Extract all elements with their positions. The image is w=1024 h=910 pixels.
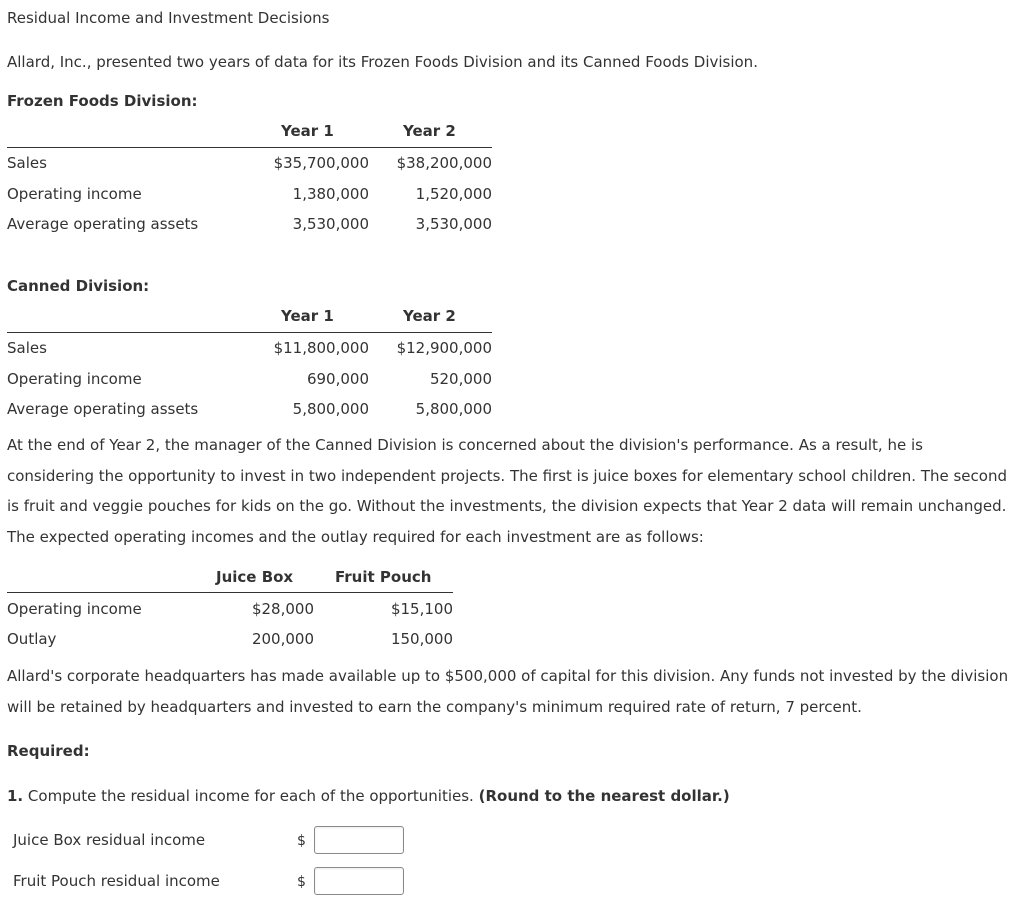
- canned-heading: Canned Division:: [7, 277, 150, 295]
- question-note: (Round to the nearest dollar.): [478, 787, 730, 805]
- canned-row-year1: $11,800,000: [273, 339, 369, 357]
- frozen-row-year2: $38,200,000: [396, 154, 492, 172]
- question: [7, 786, 730, 806]
- projects-row-juice-box: 200,000: [251, 630, 314, 648]
- answer-label: Juice Box residual income: [13, 831, 206, 849]
- scenario-paragraph: At the end of Year 2, the manager of the Canned Division is concerned about the division's performance. As a result, he is considering the opportunity to invest in two independent projects. The first is juice boxes for elementary school children. The second is fruit and veggie pouches for kids on the go. Without the investments, the division expects that Year 2 data will remain unchanged. The expected operating incomes and the outlay required for each investment are as follows:: [7, 436, 1007, 546]
- currency-symbol: $: [297, 833, 306, 849]
- frozen-row-label: Operating income: [7, 185, 142, 203]
- intro-text: Allard, Inc., presented two years of data for its Frozen Foods Division and its Canned Foods Division.: [7, 53, 758, 71]
- projects-row-label: Operating income: [7, 600, 142, 618]
- frozen-row-year1: 1,380,000: [292, 185, 369, 203]
- projects-col-fruit-pouch: Fruit Pouch: [335, 568, 432, 586]
- question-number: 1.: [7, 787, 24, 805]
- frozen-col-year1: Year 1: [281, 122, 334, 140]
- projects-row-fruit-pouch: $15,100: [390, 600, 453, 618]
- canned-col-year1: Year 1: [281, 307, 334, 325]
- projects-row-fruit-pouch: 150,000: [390, 630, 453, 648]
- frozen-row-label: Sales: [7, 154, 47, 172]
- canned-row-year1: 5,800,000: [292, 400, 369, 418]
- projects-row-juice-box: $28,000: [251, 600, 314, 618]
- projects-header-rule: [7, 592, 453, 593]
- canned-row-year2: 5,800,000: [415, 400, 492, 418]
- canned-row-label: Sales: [7, 339, 47, 357]
- projects-col-juice-box: Juice Box: [216, 568, 294, 586]
- frozen-row-label: Average operating assets: [7, 215, 199, 233]
- frozen-row-year1: 3,530,000: [292, 215, 369, 233]
- capital-note: Allard's corporate headquarters has made available up to $500,000 of capital for this division. Any funds not invested by the division will be retained by headquarters and invested to earn the company's minimum required rate of return, 7 percent.: [7, 667, 1009, 716]
- canned-row-label: Operating income: [7, 370, 142, 388]
- canned-header-rule: [7, 332, 492, 333]
- canned-row-year1: 690,000: [306, 370, 369, 388]
- canned-col-year2: Year 2: [403, 307, 456, 325]
- frozen-row-year2: 1,520,000: [415, 185, 492, 203]
- canned-row-year2: $12,900,000: [396, 339, 492, 357]
- projects-row-label: Outlay: [7, 630, 57, 648]
- fruit-pouch-residual-income-input[interactable]: [314, 867, 404, 895]
- canned-row-year2: 520,000: [429, 370, 492, 388]
- currency-symbol: $: [297, 874, 306, 890]
- required-label: Required:: [7, 742, 90, 760]
- answer-label: Fruit Pouch residual income: [13, 872, 220, 890]
- frozen-row-year1: $35,700,000: [273, 154, 369, 172]
- frozen-header-rule: [7, 147, 492, 148]
- juice-box-residual-income-input[interactable]: [314, 826, 404, 854]
- question-text: Compute the residual income for each of the opportunities.: [27, 787, 474, 805]
- frozen-col-year2: Year 2: [403, 122, 456, 140]
- canned-row-label: Average operating assets: [7, 400, 199, 418]
- frozen-row-year2: 3,530,000: [415, 215, 492, 233]
- page-title: Residual Income and Investment Decisions: [7, 9, 330, 27]
- frozen-heading: Frozen Foods Division:: [7, 92, 198, 110]
